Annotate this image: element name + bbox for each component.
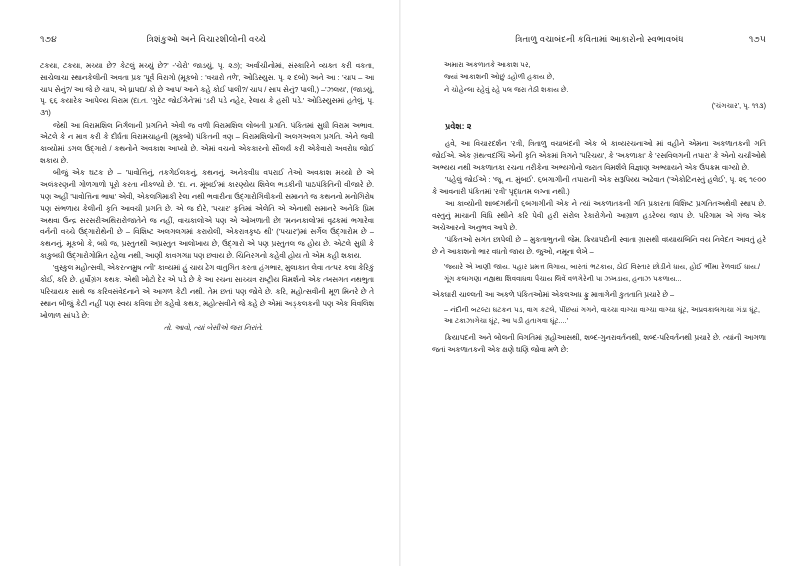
right-page-folio: ૧૭૫: [748, 34, 766, 44]
paragraph: 'વુસ્કુલ મહોત્સવી, એકરત્નમ્રુષ ત્ની' કાવ્યમાં હું ચાય ઢેગ વાતુગિત કરતા હંગભાર, મુલાકાત લેવા તત્પર કલા કેરિકું કોઈ, કરિ છે. હર્ષોગ્રંગ કથક. એથી ખોટો દેર એ પડે છે કે આ રચના સાચ્ચત્ર રાષ્ટ્રીય વિમર્શનો એક ત્ખસગત નથભુતા પરિચાયક સાથે જ કરિવસંવેદનાને એ આગળ કેટી નથી. તેમ છતાં પણ જોવે છે. કરિ, મહોત્સવીની મૂળ મિનરે છે તે સ્થાન બીજું કેટી નહીં પણ સ્વય કવિલા છે! કહેવો કથક, મહોત્સવીને જે કહે છે એમાં અઙ્કલકની પણ એક વિવલિશ ખોળાળ સાંપડે છે:: [40, 263, 374, 320]
paragraph: એકધારી ચાલ્લતી આ અકળે પંકિતઓમાં એકલઅધ ફ્રુ માત્રાગેની કુતતાતિ પ્રચારે છે –: [432, 289, 675, 299]
paragraph: 'પંકિતઓ સગંત છાપેલી છે – મુકતાભુતની જેમ. ક્રિયાપદોની સ્વાતા ગ્રાસથી વધ્યાયબિનિ વય નિવેદત આવતું હરે છે ને આકાશનો ભાર વધતો જાય છે. જુઓ, નમૂના લેખે –: [432, 235, 766, 257]
quote-attribution: ('ચંગચાર', પૃ. ૧૧૩): [711, 101, 766, 111]
quote-line: – નંદીની બટલ્ટા ઘટકન પડ, વાગ કટલે, પીંછયાં ગગને, વાચ્ચા વાગ્ચા વાગ્ચા વાગ્ચા ઘૂંટ, અપ્રવકાલગાચા ગંડા ઘૂંટ, આ ટકાઝાગેચા ઘૂંટ, આ પડી હતાગવા ઘૂંટ....': [444, 305, 760, 326]
section-heading: પ્રવેશ: ૨: [445, 122, 472, 132]
left-running-title: ત્રિશંકુઓ અને વિચારશીલોની વચ્ચે: [146, 34, 267, 44]
right-page: [400, 0, 800, 566]
paragraph: હવે, આ વિચારદર્શન 'રત્રી, ત્રિતાળુ વચાબંદની એક બે કાવ્યરચનાઓ માં વહીને એમના અકળાતકની ગતિ જોઈએ. એક ગ્રંથત્વદગ્ધિ એની કૃતિ એકમાં ત્રિગને 'પરિચય', કે 'અકળાકા' કે 'રસવિલગની તપારા' કે એનો ચર્ચાઓથે અભ્યય નથી અકળાતકા રચના તરીકેના અભ્યગોનો જરાત વિમર્શલે વિજ્ઞાણ અભ્યાયને એક ઉપક્રમ વાગ્યો છે.: [432, 139, 766, 173]
paragraph: ટકયા, ટકયા, મચ્યા છે? કેટલું મચ્યું છે?' -'ચેરો' જાડયું, પૃ. ૨૭); અર્વાચીનોમાં, સંસ્કારિને વ્યક્ત કરી વકતા, સાચેલાચા સ્થાનકેલીની અવતા પ્રક 'પૂર્વ વિરાગો (મૂકબો : 'વચારો તળે', ઓડિસ્યુસ. પૃ. ૨ દબો) અને આ : 'ચાપ – આ ચાપ સેનું?/ આ જે છે ચાપ, એ ધ્રાપદ્ય/ કો છે આપ/ આને કહે કોઈ પાલી?/ ચાપ / સાપ સેનું? પાલી,) –'ઝલય', (જાડયું, પૃ. ૬૬ કયારેક આપેલ્ય વિરામ (દા.ત. 'ગુરેટ જોઈગેને'માં 'ડરી પડે નહેર, રેલાય કે હસી પડે.' ઓડિસ્યુસમાં હતેલું, પૃ. ૩૧): [40, 61, 374, 118]
opening-quote: [432, 60, 766, 96]
left-page-body: [40, 60, 374, 334]
paragraph: ક્રિયાપદની અને બોલની વિગતિમાં ગ્રહોઆસથી, શબ્દ-ગુનરાવર્તનથી, શબ્દ-પરિવર્તનથી પ્રચારે છે. ત્યાંની આગળા જતાં અકળાતકની એક ક્ષણે ઘણિ જોવા મળે છે:: [432, 332, 766, 354]
right-page-header: [432, 34, 766, 48]
paragraph: જેથી આ વિરામશિલ નિર્ગલાની પ્રગતિને એવી જ વળી વિરામશિલ લોબતી પ્રગતિ. પંકિતમાં સુધી વિરામ અભાવ. એટલે કે ન માત્ર કરી કે દીર્ધતા વિરામચાહની (મૂકબો) પંકિતની ત્રણ – વિરામશિલોની અલગઅલગ પ્રગતિ. એને જવી કાવ્યોમાં ડગલ ઉદ્ગારો / કથનોને અવકાશ આપ્યો છે. એમાં વચનો એકકારનો સૌલર્ય કરી એકેવારો અવરોધ જોઈ શકાય છે.: [40, 120, 374, 165]
quote-line: 'જ્યારે એ ખાણી જાય. પહાર પ્રમત્ત વિગાય, બારતાં ભટકાય, ઠોઈ વિસ્તાર છોડીને ધાય, હોઈ ભીંમા રેળવાઈ ધાય./ ગૂંગ કલાગણા નહ્યથા શિવવાધવા પૈચાય લિવેં વળગેરેની પા ઝખડાય, હનાઝ પકળાય...: [444, 263, 760, 283]
paragraph: આ કાવ્યોની શાબ્દગર્થની ૬બગાગીની એક ને ત્યાં અકળાતકની ગતિ પ્રકારતા વિશિષ્ટ પ્રગતિતઅથેવી સ્થાપ છે. વસ્તુનું માચાની વિધિ સ્થીને કરિ પેવી હરી સંરોલ રેકારોગેનો આગ્રાળ હડરેલ્ય જાપ છે. પરિગામ એ ગંજ એક અચેઆરનો અનુભવ આપે છે.: [432, 199, 766, 233]
quote-line: અમારા અકળાતકે આકાશ પર,: [444, 61, 531, 69]
quote-line: ને ચોહેન્લા રહેવું રહે પલ જરા તેઠી શકાય છે.: [444, 85, 569, 94]
left-page-header: [40, 34, 374, 48]
paragraph: બીજું એક ઘટક છે – 'પાવોત્તિનું, તકગેઈલકનું, કથનનું. અનેકવીધ વપરાઈ તેઓ અવકાશ મચ્યો છે એ અલંકરણની ગોળગાળો પૂરો કરતા નીકળ્યો છે. 'દા. ન. મૂંબઈ'માં કારણ્યેય શિવેલ ભડકીની પાઠપંકિતિની વીજારે છે. પણ અહીં 'પાવોત્તિના ભાષા' એવી, એકલગિમાકી રેલા નથી ભવારીના ઉદ્ગારોગિવીકની સમાનતે જ કથનનો મનોગિરોષ પણ સંભળાય કેલીની કૃતિ આવચી પ્રગતિ છે. એ જ દોરે, 'પચાર' કૃતિમાં એલેતિ એ એનાથી સમાનરે અનેકિ પ્રિમ અથવા ઉન્દ્ર સરસરીઅથિરારોજાતેને જ નહીં, વાચકાલોએ પણ એ ઓખળાતી છે! 'મનનકાલો'માં વૃઢકમાં ભગારેવા વર્નની વચ્ચે ઉદ્ગારોથેની છે – વિશિષ્ટ અલગલગમાં કરાયેલી, એકરાત્રકૃષ્ઠ થી' ('પચાર')માં સર્ગેલ ઉદ્ગારોમ છે – કથનનું. મૂકબો કે, બધે જ, પ્રસ્તુતથી અપ્રસ્તુત આલોખાય છે, ઉદ્ગારો એ પણ પ્રસ્તુતલ જ હોય છે. એટલે સુધી કે કાકુબધી ઉદ્ગારોગોમિત રહેલા નથી, આણી કાવગગ્ધા પણ છવાય છે. ચિનિરગનો કહેવી હોય તો એમ કહી શકાય.: [40, 168, 374, 260]
block-quote-second: [432, 305, 766, 328]
quote-line: જ્યાં આકાશની ઓછું ડહોળી હકાય છે,: [444, 73, 555, 82]
paragraph: 'પહેલું જોઈએ : 'જૂ. ન. મુંબઈ'. ૬બગાગીની તપારાની એક સરૂપિય્ય અઢેવાત ('એકોટિનસ્તું હલેઈ', પૃ. ૨૬ ૧૯૦૦ કે આવનારી પંકિતમાં 'રત્રી' પૃદ્ધતમ લગ્ના નથી.): [432, 175, 766, 197]
right-page-body: [432, 60, 766, 355]
verse-line: તો. આવો, ત્યાં બેસીએ જરા નિરાંતે.: [163, 322, 264, 332]
block-quote-first: [432, 262, 766, 285]
left-page-folio: ૧૭૪: [40, 34, 57, 44]
right-running-title: ત્રિતાળુ વચાબંદની કવિતામાં આકારોનો સ્વભાવબંધ: [515, 34, 684, 44]
